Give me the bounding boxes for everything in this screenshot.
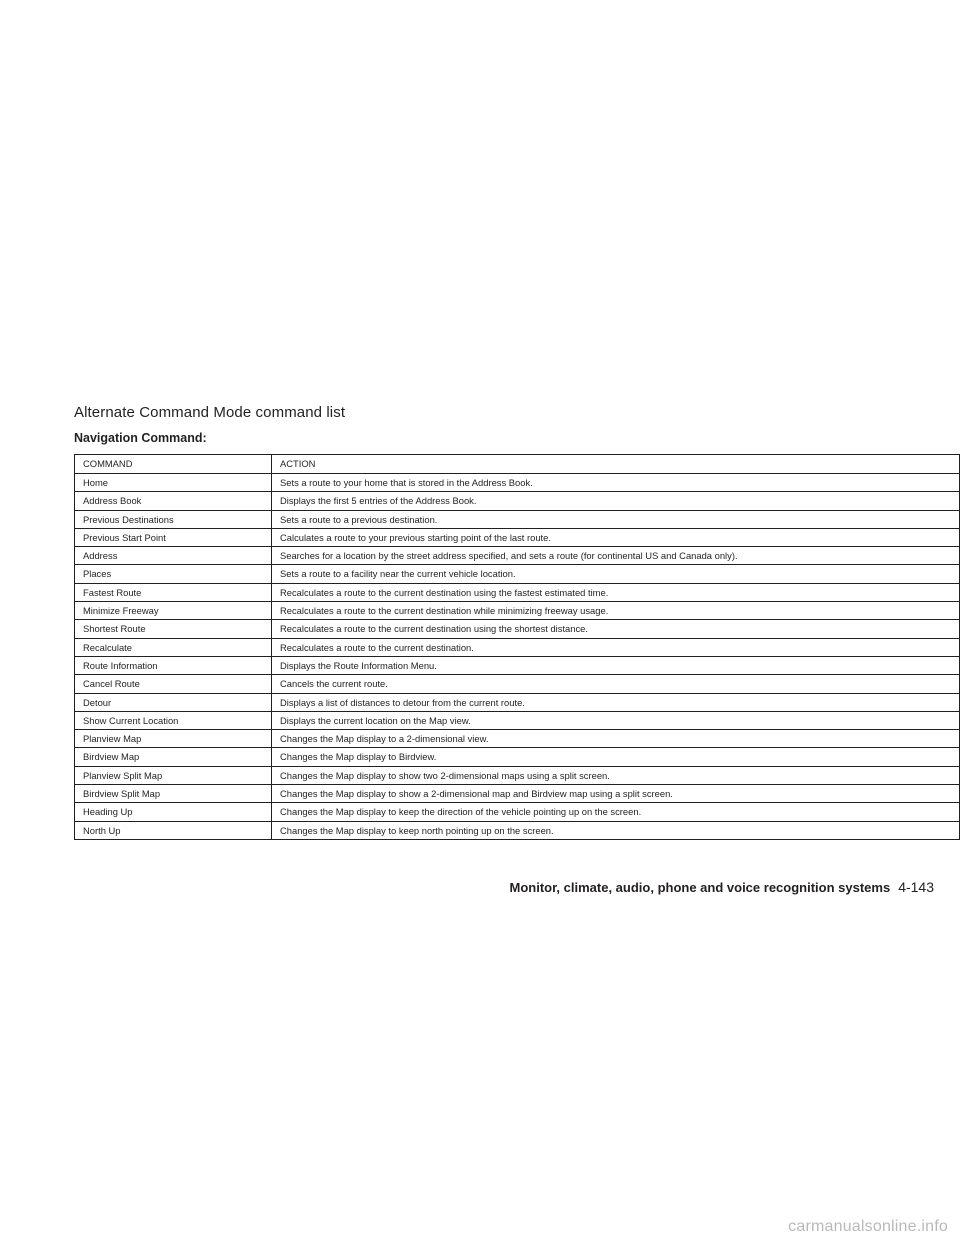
action-cell: Displays a list of distances to detour from the current route.	[272, 693, 960, 711]
command-cell: Planview Map	[75, 730, 272, 748]
table-row	[75, 711, 960, 729]
chapter-title: Monitor, climate, audio, phone and voice recognition systems	[509, 880, 891, 895]
table-row	[75, 492, 960, 510]
table-row	[75, 638, 960, 656]
command-cell: Heading Up	[75, 803, 272, 821]
table-row	[75, 693, 960, 711]
action-cell: Changes the Map display to show a 2-dimensional map and Birdview map using a split screen.	[272, 785, 960, 803]
action-cell: Sets a route to your home that is stored in the Address Book.	[272, 474, 960, 492]
command-cell: Home	[75, 474, 272, 492]
table-header-row	[75, 455, 960, 474]
command-cell: Address	[75, 547, 272, 565]
action-cell: Sets a route to a previous destination.	[272, 510, 960, 528]
action-cell: Changes the Map display to a 2-dimensional view.	[272, 730, 960, 748]
command-cell: North Up	[75, 821, 272, 839]
table-row	[75, 474, 960, 492]
command-cell: Minimize Freeway	[75, 602, 272, 620]
page-number: 4-143	[898, 879, 934, 895]
command-cell: Places	[75, 565, 272, 583]
action-cell: Cancels the current route.	[272, 675, 960, 693]
action-cell: Changes the Map display to Birdview.	[272, 748, 960, 766]
command-cell: Previous Start Point	[75, 528, 272, 546]
command-cell: Previous Destinations	[75, 510, 272, 528]
table-row	[75, 510, 960, 528]
header-command: COMMAND	[75, 455, 272, 474]
action-cell: Changes the Map display to show two 2-dimensional maps using a split screen.	[272, 766, 960, 784]
table-row	[75, 656, 960, 674]
command-cell: Cancel Route	[75, 675, 272, 693]
watermark: carmanualsonline.info	[788, 1218, 948, 1235]
action-cell: Recalculates a route to the current destination using the fastest estimated time.	[272, 583, 960, 601]
table-row	[75, 620, 960, 638]
command-cell: Detour	[75, 693, 272, 711]
table-body	[75, 455, 960, 840]
table-row	[75, 785, 960, 803]
table-row	[75, 675, 960, 693]
table-row	[75, 821, 960, 839]
table-row	[75, 602, 960, 620]
command-cell: Shortest Route	[75, 620, 272, 638]
table-row	[75, 547, 960, 565]
action-cell: Calculates a route to your previous starting point of the last route.	[272, 528, 960, 546]
page-footer	[510, 879, 935, 895]
table-row	[75, 528, 960, 546]
command-cell: Address Book	[75, 492, 272, 510]
header-action: ACTION	[272, 455, 960, 474]
action-cell: Displays the current location on the Map view.	[272, 711, 960, 729]
sub-title: Navigation Command:	[74, 431, 207, 445]
section-title: Alternate Command Mode command list	[74, 404, 346, 421]
command-cell: Birdview Split Map	[75, 785, 272, 803]
table-row	[75, 583, 960, 601]
command-cell: Recalculate	[75, 638, 272, 656]
command-table	[74, 454, 960, 840]
action-cell: Displays the Route Information Menu.	[272, 656, 960, 674]
table-row	[75, 748, 960, 766]
command-cell: Birdview Map	[75, 748, 272, 766]
action-cell: Sets a route to a facility near the current vehicle location.	[272, 565, 960, 583]
action-cell: Displays the first 5 entries of the Address Book.	[272, 492, 960, 510]
table-row	[75, 766, 960, 784]
command-cell: Planview Split Map	[75, 766, 272, 784]
action-cell: Recalculates a route to the current destination while minimizing freeway usage.	[272, 602, 960, 620]
command-cell: Show Current Location	[75, 711, 272, 729]
action-cell: Searches for a location by the street address specified, and sets a route (for continental US and Canada only).	[272, 547, 960, 565]
table-row	[75, 730, 960, 748]
action-cell: Recalculates a route to the current destination using the shortest distance.	[272, 620, 960, 638]
action-cell: Changes the Map display to keep the direction of the vehicle pointing up on the screen.	[272, 803, 960, 821]
command-cell: Route Information	[75, 656, 272, 674]
command-cell: Fastest Route	[75, 583, 272, 601]
table-row	[75, 565, 960, 583]
action-cell: Recalculates a route to the current destination.	[272, 638, 960, 656]
table-row	[75, 803, 960, 821]
action-cell: Changes the Map display to keep north pointing up on the screen.	[272, 821, 960, 839]
